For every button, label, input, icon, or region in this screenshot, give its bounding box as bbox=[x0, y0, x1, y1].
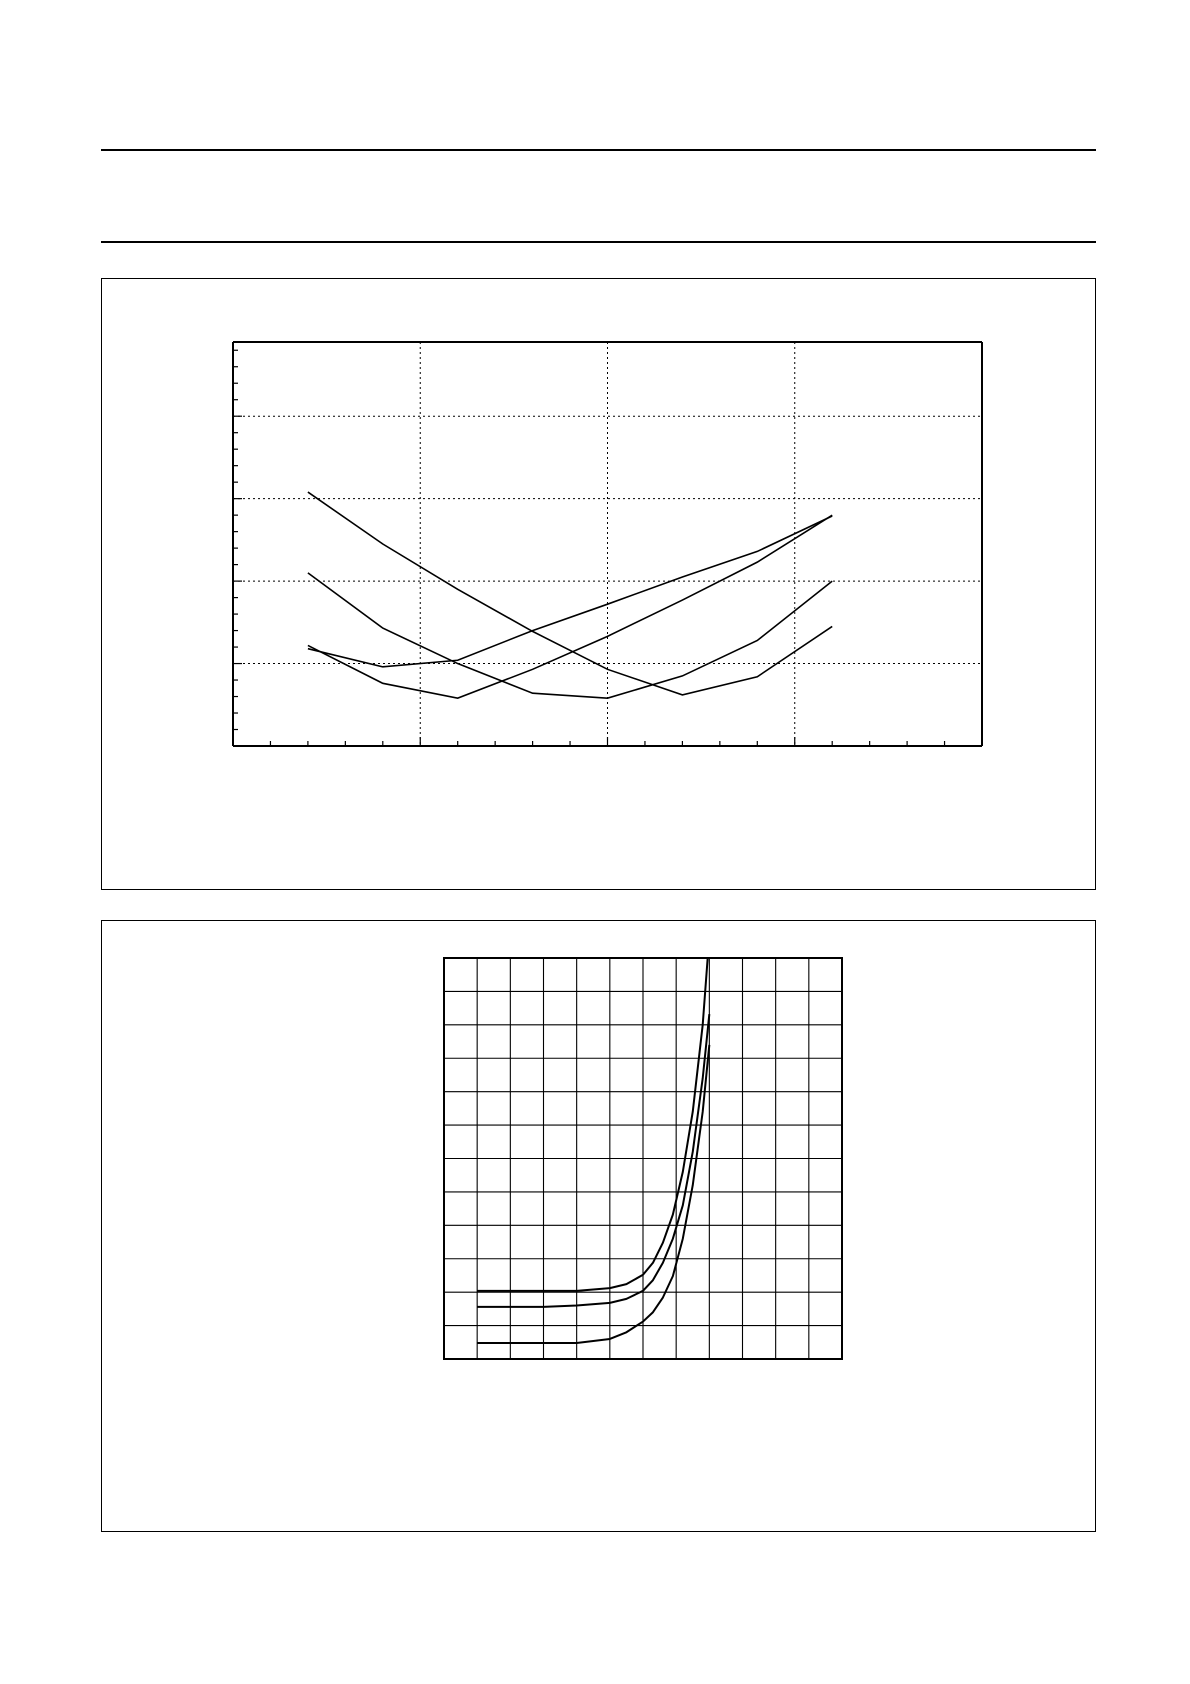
header-rule-bottom bbox=[101, 241, 1096, 243]
noise-chart-panel bbox=[101, 920, 1096, 1532]
series-line bbox=[308, 573, 832, 698]
series-line bbox=[477, 958, 708, 1291]
thd-chart-panel bbox=[101, 278, 1096, 890]
header-rule-top bbox=[101, 149, 1096, 151]
series-line bbox=[308, 492, 832, 695]
series-line bbox=[477, 1045, 709, 1343]
noise-chart bbox=[102, 921, 1095, 1531]
series-line bbox=[308, 516, 832, 667]
series-line bbox=[308, 515, 832, 698]
thd-chart bbox=[102, 279, 1095, 889]
